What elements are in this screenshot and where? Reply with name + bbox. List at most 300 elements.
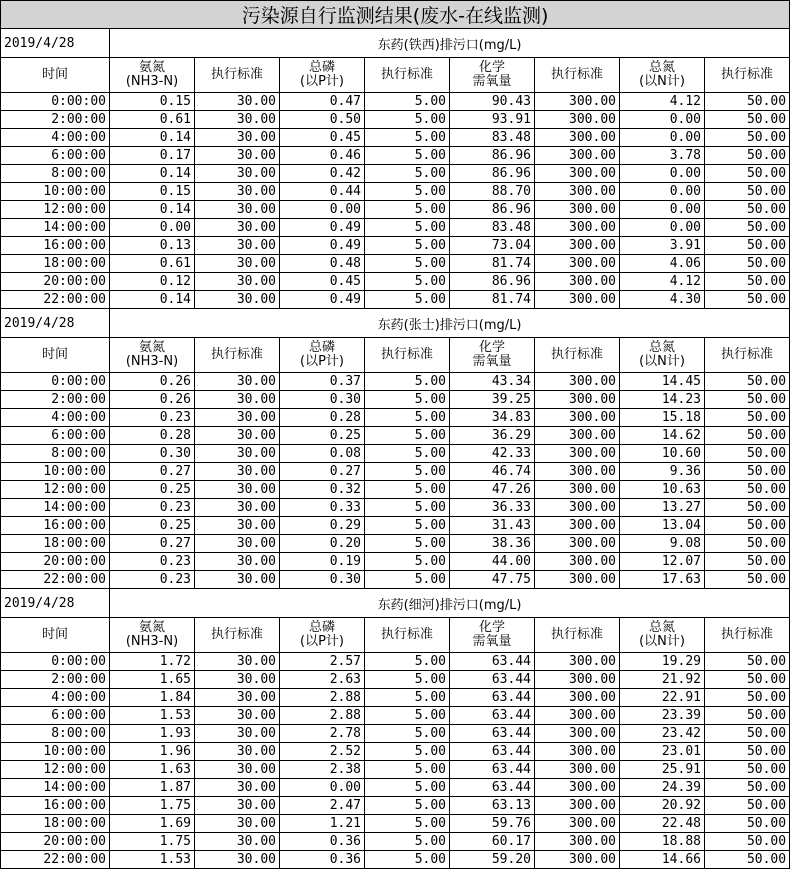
cod-standard-cell: 300.00	[535, 535, 620, 553]
tn-standard-cell: 50.00	[705, 833, 790, 851]
tp-cell: 0.47	[280, 93, 365, 111]
tn-cell: 17.63	[620, 571, 705, 589]
tp-standard-cell: 5.00	[365, 851, 450, 869]
nh3n-cell: 0.61	[110, 255, 195, 273]
tp-standard-cell: 5.00	[365, 373, 450, 391]
time-cell: 8:00:00	[1, 165, 110, 183]
col-nh3n	[110, 58, 195, 93]
tn-cell: 3.78	[620, 147, 705, 165]
col-cod-line2: 需氧量	[472, 634, 512, 649]
table-row	[1, 273, 790, 291]
time-cell: 22:00:00	[1, 851, 110, 869]
tn-standard-cell: 50.00	[705, 255, 790, 273]
col-cod-standard: 执行标准	[535, 58, 620, 93]
tp-standard-cell: 5.00	[365, 255, 450, 273]
tp-cell: 0.00	[280, 779, 365, 797]
nh3n-cell: 0.13	[110, 237, 195, 255]
table-row	[1, 409, 790, 427]
nh3n-cell: 1.75	[110, 833, 195, 851]
tp-standard-cell: 5.00	[365, 93, 450, 111]
table-row	[1, 93, 790, 111]
time-cell: 16:00:00	[1, 517, 110, 535]
table-row	[1, 761, 790, 779]
nh3n-cell: 1.75	[110, 797, 195, 815]
col-tp-line2: (以P计)	[300, 354, 344, 369]
tn-standard-cell: 50.00	[705, 201, 790, 219]
tp-cell: 2.57	[280, 653, 365, 671]
tp-cell: 0.44	[280, 183, 365, 201]
nh3n-standard-cell: 30.00	[195, 409, 280, 427]
section-outlet: 东药(铁西)排污口(mg/L)	[110, 29, 790, 58]
col-cod-line1: 化学	[478, 60, 505, 75]
col-tn-line2: (以N计)	[639, 74, 685, 89]
tn-cell: 20.92	[620, 797, 705, 815]
nh3n-cell: 0.00	[110, 219, 195, 237]
tn-standard-cell: 50.00	[705, 779, 790, 797]
tp-standard-cell: 5.00	[365, 815, 450, 833]
table-row	[1, 463, 790, 481]
nh3n-standard-cell: 30.00	[195, 517, 280, 535]
time-cell: 6:00:00	[1, 427, 110, 445]
tn-standard-cell: 50.00	[705, 797, 790, 815]
tp-standard-cell: 5.00	[365, 671, 450, 689]
nh3n-cell: 1.93	[110, 725, 195, 743]
tp-cell: 0.50	[280, 111, 365, 129]
nh3n-cell: 1.63	[110, 761, 195, 779]
table-row	[1, 445, 790, 463]
tn-cell: 14.62	[620, 427, 705, 445]
cod-cell: 83.48	[450, 219, 535, 237]
tp-cell: 2.88	[280, 707, 365, 725]
time-cell: 18:00:00	[1, 255, 110, 273]
nh3n-cell: 0.27	[110, 535, 195, 553]
table-row	[1, 219, 790, 237]
cod-standard-cell: 300.00	[535, 111, 620, 129]
cod-standard-cell: 300.00	[535, 165, 620, 183]
cod-standard-cell: 300.00	[535, 481, 620, 499]
tn-standard-cell: 50.00	[705, 219, 790, 237]
sheet-title: 污染源自行监测结果(废水-在线监测)	[1, 1, 790, 29]
time-cell: 10:00:00	[1, 463, 110, 481]
time-cell: 4:00:00	[1, 409, 110, 427]
col-tn-line1: 总氮	[648, 60, 675, 75]
table-row	[1, 779, 790, 797]
cod-cell: 63.44	[450, 671, 535, 689]
time-cell: 8:00:00	[1, 445, 110, 463]
tn-cell: 0.00	[620, 219, 705, 237]
nh3n-standard-cell: 30.00	[195, 851, 280, 869]
time-cell: 20:00:00	[1, 273, 110, 291]
nh3n-standard-cell: 30.00	[195, 291, 280, 309]
nh3n-cell: 0.23	[110, 571, 195, 589]
time-cell: 14:00:00	[1, 499, 110, 517]
section-date: 2019/4/28	[1, 309, 110, 338]
col-cod-line2: 需氧量	[472, 74, 512, 89]
cod-standard-cell: 300.00	[535, 427, 620, 445]
tp-cell: 0.42	[280, 165, 365, 183]
tp-standard-cell: 5.00	[365, 165, 450, 183]
nh3n-standard-cell: 30.00	[195, 725, 280, 743]
tp-cell: 0.28	[280, 409, 365, 427]
cod-cell: 60.17	[450, 833, 535, 851]
cod-cell: 44.00	[450, 553, 535, 571]
col-cod	[450, 618, 535, 653]
section-outlet: 东药(细河)排污口(mg/L)	[110, 589, 790, 618]
tn-standard-cell: 50.00	[705, 291, 790, 309]
col-tp	[280, 338, 365, 373]
time-cell: 0:00:00	[1, 93, 110, 111]
nh3n-standard-cell: 30.00	[195, 653, 280, 671]
cod-cell: 46.74	[450, 463, 535, 481]
col-nh3n-line1: 氨氮	[138, 620, 165, 635]
time-cell: 2:00:00	[1, 391, 110, 409]
col-nh3n	[110, 338, 195, 373]
cod-standard-cell: 300.00	[535, 571, 620, 589]
nh3n-standard-cell: 30.00	[195, 427, 280, 445]
time-cell: 18:00:00	[1, 815, 110, 833]
col-nh3n-line1: 氨氮	[138, 340, 165, 355]
tn-standard-cell: 50.00	[705, 815, 790, 833]
col-tn	[620, 618, 705, 653]
tn-cell: 0.00	[620, 165, 705, 183]
nh3n-cell: 0.25	[110, 481, 195, 499]
time-cell: 4:00:00	[1, 129, 110, 147]
tn-standard-cell: 50.00	[705, 725, 790, 743]
table-row	[1, 689, 790, 707]
nh3n-standard-cell: 30.00	[195, 183, 280, 201]
nh3n-standard-cell: 30.00	[195, 93, 280, 111]
table-row	[1, 201, 790, 219]
cod-standard-cell: 300.00	[535, 499, 620, 517]
time-cell: 6:00:00	[1, 707, 110, 725]
tp-standard-cell: 5.00	[365, 833, 450, 851]
cod-standard-cell: 300.00	[535, 553, 620, 571]
tp-standard-cell: 5.00	[365, 707, 450, 725]
tn-standard-cell: 50.00	[705, 553, 790, 571]
cod-cell: 47.26	[450, 481, 535, 499]
time-cell: 22:00:00	[1, 291, 110, 309]
tp-cell: 0.36	[280, 833, 365, 851]
tp-standard-cell: 5.00	[365, 499, 450, 517]
tn-standard-cell: 50.00	[705, 183, 790, 201]
section-header-row	[1, 29, 790, 58]
tn-cell: 15.18	[620, 409, 705, 427]
cod-standard-cell: 300.00	[535, 93, 620, 111]
time-cell: 16:00:00	[1, 237, 110, 255]
nh3n-standard-cell: 30.00	[195, 797, 280, 815]
tn-standard-cell: 50.00	[705, 165, 790, 183]
nh3n-cell: 0.14	[110, 201, 195, 219]
tn-cell: 0.00	[620, 183, 705, 201]
tn-cell: 0.00	[620, 201, 705, 219]
cod-cell: 63.44	[450, 743, 535, 761]
nh3n-cell: 1.53	[110, 851, 195, 869]
tp-cell: 0.20	[280, 535, 365, 553]
tn-cell: 4.12	[620, 273, 705, 291]
cod-standard-cell: 300.00	[535, 129, 620, 147]
col-cod	[450, 338, 535, 373]
col-tp	[280, 58, 365, 93]
tp-cell: 0.29	[280, 517, 365, 535]
col-tp-standard: 执行标准	[365, 58, 450, 93]
col-tp-line1: 总磷	[308, 60, 335, 75]
col-tn	[620, 58, 705, 93]
time-cell: 0:00:00	[1, 653, 110, 671]
cod-standard-cell: 300.00	[535, 409, 620, 427]
cod-standard-cell: 300.00	[535, 653, 620, 671]
tp-cell: 0.25	[280, 427, 365, 445]
table-row	[1, 129, 790, 147]
nh3n-cell: 0.12	[110, 273, 195, 291]
tn-cell: 4.30	[620, 291, 705, 309]
nh3n-standard-cell: 30.00	[195, 779, 280, 797]
time-cell: 12:00:00	[1, 761, 110, 779]
cod-cell: 36.33	[450, 499, 535, 517]
table-row	[1, 553, 790, 571]
table-row	[1, 517, 790, 535]
cod-cell: 83.48	[450, 129, 535, 147]
tp-cell: 0.45	[280, 273, 365, 291]
cod-standard-cell: 300.00	[535, 815, 620, 833]
nh3n-cell: 0.61	[110, 111, 195, 129]
tp-cell: 0.49	[280, 291, 365, 309]
nh3n-cell: 1.72	[110, 653, 195, 671]
tp-cell: 0.19	[280, 553, 365, 571]
table-row	[1, 255, 790, 273]
cod-cell: 90.43	[450, 93, 535, 111]
tp-cell: 2.63	[280, 671, 365, 689]
section-outlet: 东药(张士)排污口(mg/L)	[110, 309, 790, 338]
nh3n-standard-cell: 30.00	[195, 373, 280, 391]
nh3n-standard-cell: 30.00	[195, 553, 280, 571]
time-cell: 18:00:00	[1, 535, 110, 553]
time-cell: 0:00:00	[1, 373, 110, 391]
tn-cell: 18.88	[620, 833, 705, 851]
tp-standard-cell: 5.00	[365, 219, 450, 237]
section-date: 2019/4/28	[1, 29, 110, 58]
tn-cell: 14.45	[620, 373, 705, 391]
time-cell: 14:00:00	[1, 779, 110, 797]
col-tp-line2: (以P计)	[300, 634, 344, 649]
section-header-row	[1, 589, 790, 618]
col-nh3n-standard: 执行标准	[195, 338, 280, 373]
col-cod-line1: 化学	[478, 340, 505, 355]
nh3n-cell: 0.17	[110, 147, 195, 165]
tn-standard-cell: 50.00	[705, 517, 790, 535]
cod-cell: 39.25	[450, 391, 535, 409]
tp-cell: 0.49	[280, 237, 365, 255]
tp-cell: 1.21	[280, 815, 365, 833]
col-nh3n-line2: (NH3-N)	[125, 74, 179, 89]
nh3n-cell: 1.69	[110, 815, 195, 833]
table-row	[1, 671, 790, 689]
tp-cell: 0.00	[280, 201, 365, 219]
col-cod-standard: 执行标准	[535, 618, 620, 653]
col-nh3n-standard: 执行标准	[195, 58, 280, 93]
tp-standard-cell: 5.00	[365, 273, 450, 291]
col-tn	[620, 338, 705, 373]
nh3n-standard-cell: 30.00	[195, 499, 280, 517]
tn-standard-cell: 50.00	[705, 147, 790, 165]
cod-standard-cell: 300.00	[535, 797, 620, 815]
cod-cell: 86.96	[450, 165, 535, 183]
nh3n-cell: 1.84	[110, 689, 195, 707]
cod-standard-cell: 300.00	[535, 671, 620, 689]
cod-cell: 63.44	[450, 707, 535, 725]
tn-standard-cell: 50.00	[705, 535, 790, 553]
tn-cell: 9.08	[620, 535, 705, 553]
tn-standard-cell: 50.00	[705, 273, 790, 291]
tp-standard-cell: 5.00	[365, 291, 450, 309]
table-row	[1, 797, 790, 815]
nh3n-standard-cell: 30.00	[195, 463, 280, 481]
table-row	[1, 707, 790, 725]
tp-cell: 2.38	[280, 761, 365, 779]
tn-standard-cell: 50.00	[705, 761, 790, 779]
time-cell: 2:00:00	[1, 111, 110, 129]
tp-cell: 0.33	[280, 499, 365, 517]
tp-standard-cell: 5.00	[365, 201, 450, 219]
column-header-row	[1, 58, 790, 93]
nh3n-standard-cell: 30.00	[195, 165, 280, 183]
nh3n-cell: 1.96	[110, 743, 195, 761]
tn-cell: 22.91	[620, 689, 705, 707]
table-row	[1, 481, 790, 499]
tn-standard-cell: 50.00	[705, 671, 790, 689]
tp-cell: 0.46	[280, 147, 365, 165]
cod-standard-cell: 300.00	[535, 517, 620, 535]
tp-cell: 0.45	[280, 129, 365, 147]
col-time: 时间	[1, 58, 110, 93]
table-row	[1, 183, 790, 201]
nh3n-cell: 1.65	[110, 671, 195, 689]
tp-cell: 0.27	[280, 463, 365, 481]
nh3n-standard-cell: 30.00	[195, 273, 280, 291]
tp-cell: 2.47	[280, 797, 365, 815]
cod-cell: 59.20	[450, 851, 535, 869]
nh3n-standard-cell: 30.00	[195, 201, 280, 219]
tn-cell: 9.36	[620, 463, 705, 481]
tp-cell: 0.49	[280, 219, 365, 237]
cod-standard-cell: 300.00	[535, 219, 620, 237]
tp-standard-cell: 5.00	[365, 427, 450, 445]
cod-cell: 43.34	[450, 373, 535, 391]
col-time: 时间	[1, 338, 110, 373]
nh3n-standard-cell: 30.00	[195, 535, 280, 553]
tp-standard-cell: 5.00	[365, 797, 450, 815]
nh3n-standard-cell: 30.00	[195, 391, 280, 409]
tp-cell: 0.36	[280, 851, 365, 869]
table-row	[1, 427, 790, 445]
tp-standard-cell: 5.00	[365, 517, 450, 535]
time-cell: 8:00:00	[1, 725, 110, 743]
tn-standard-cell: 50.00	[705, 237, 790, 255]
cod-cell: 63.44	[450, 761, 535, 779]
cod-cell: 63.44	[450, 779, 535, 797]
cod-standard-cell: 300.00	[535, 373, 620, 391]
nh3n-standard-cell: 30.00	[195, 671, 280, 689]
col-tp	[280, 618, 365, 653]
tp-standard-cell: 5.00	[365, 481, 450, 499]
col-tn-line2: (以N计)	[639, 354, 685, 369]
tp-standard-cell: 5.00	[365, 535, 450, 553]
tn-standard-cell: 50.00	[705, 427, 790, 445]
tn-cell: 22.48	[620, 815, 705, 833]
tn-standard-cell: 50.00	[705, 409, 790, 427]
nh3n-cell: 0.23	[110, 409, 195, 427]
nh3n-standard-cell: 30.00	[195, 815, 280, 833]
col-cod-line2: 需氧量	[472, 354, 512, 369]
tp-cell: 0.48	[280, 255, 365, 273]
cod-standard-cell: 300.00	[535, 147, 620, 165]
tn-cell: 13.27	[620, 499, 705, 517]
table-row	[1, 147, 790, 165]
nh3n-cell: 0.23	[110, 553, 195, 571]
cod-standard-cell: 300.00	[535, 291, 620, 309]
col-cod-line1: 化学	[478, 620, 505, 635]
time-cell: 4:00:00	[1, 689, 110, 707]
col-nh3n-line2: (NH3-N)	[125, 354, 179, 369]
tn-cell: 23.42	[620, 725, 705, 743]
tn-standard-cell: 50.00	[705, 499, 790, 517]
tp-standard-cell: 5.00	[365, 129, 450, 147]
col-tn-line2: (以N计)	[639, 634, 685, 649]
table-row	[1, 237, 790, 255]
tp-cell: 0.08	[280, 445, 365, 463]
column-header-row	[1, 618, 790, 653]
tp-standard-cell: 5.00	[365, 571, 450, 589]
cod-cell: 86.96	[450, 147, 535, 165]
cod-cell: 88.70	[450, 183, 535, 201]
tp-standard-cell: 5.00	[365, 391, 450, 409]
nh3n-standard-cell: 30.00	[195, 129, 280, 147]
nh3n-standard-cell: 30.00	[195, 147, 280, 165]
cod-cell: 63.44	[450, 689, 535, 707]
nh3n-standard-cell: 30.00	[195, 743, 280, 761]
col-tn-standard: 执行标准	[705, 618, 790, 653]
tn-cell: 23.39	[620, 707, 705, 725]
time-cell: 20:00:00	[1, 833, 110, 851]
tn-standard-cell: 50.00	[705, 445, 790, 463]
tn-standard-cell: 50.00	[705, 463, 790, 481]
time-cell: 12:00:00	[1, 481, 110, 499]
tp-cell: 2.88	[280, 689, 365, 707]
tn-cell: 25.91	[620, 761, 705, 779]
column-header-row	[1, 338, 790, 373]
cod-cell: 63.13	[450, 797, 535, 815]
tn-cell: 13.04	[620, 517, 705, 535]
nh3n-cell: 0.26	[110, 391, 195, 409]
tn-standard-cell: 50.00	[705, 373, 790, 391]
tn-standard-cell: 50.00	[705, 481, 790, 499]
tn-cell: 14.23	[620, 391, 705, 409]
time-cell: 10:00:00	[1, 743, 110, 761]
tn-cell: 10.63	[620, 481, 705, 499]
nh3n-cell: 0.14	[110, 291, 195, 309]
nh3n-standard-cell: 30.00	[195, 761, 280, 779]
tn-standard-cell: 50.00	[705, 851, 790, 869]
col-tn-standard: 执行标准	[705, 338, 790, 373]
time-cell: 10:00:00	[1, 183, 110, 201]
table-row	[1, 291, 790, 309]
tn-cell: 3.91	[620, 237, 705, 255]
col-nh3n	[110, 618, 195, 653]
nh3n-cell: 0.14	[110, 129, 195, 147]
nh3n-cell: 0.14	[110, 165, 195, 183]
cod-cell: 81.74	[450, 255, 535, 273]
col-tp-standard: 执行标准	[365, 618, 450, 653]
tp-cell: 0.32	[280, 481, 365, 499]
